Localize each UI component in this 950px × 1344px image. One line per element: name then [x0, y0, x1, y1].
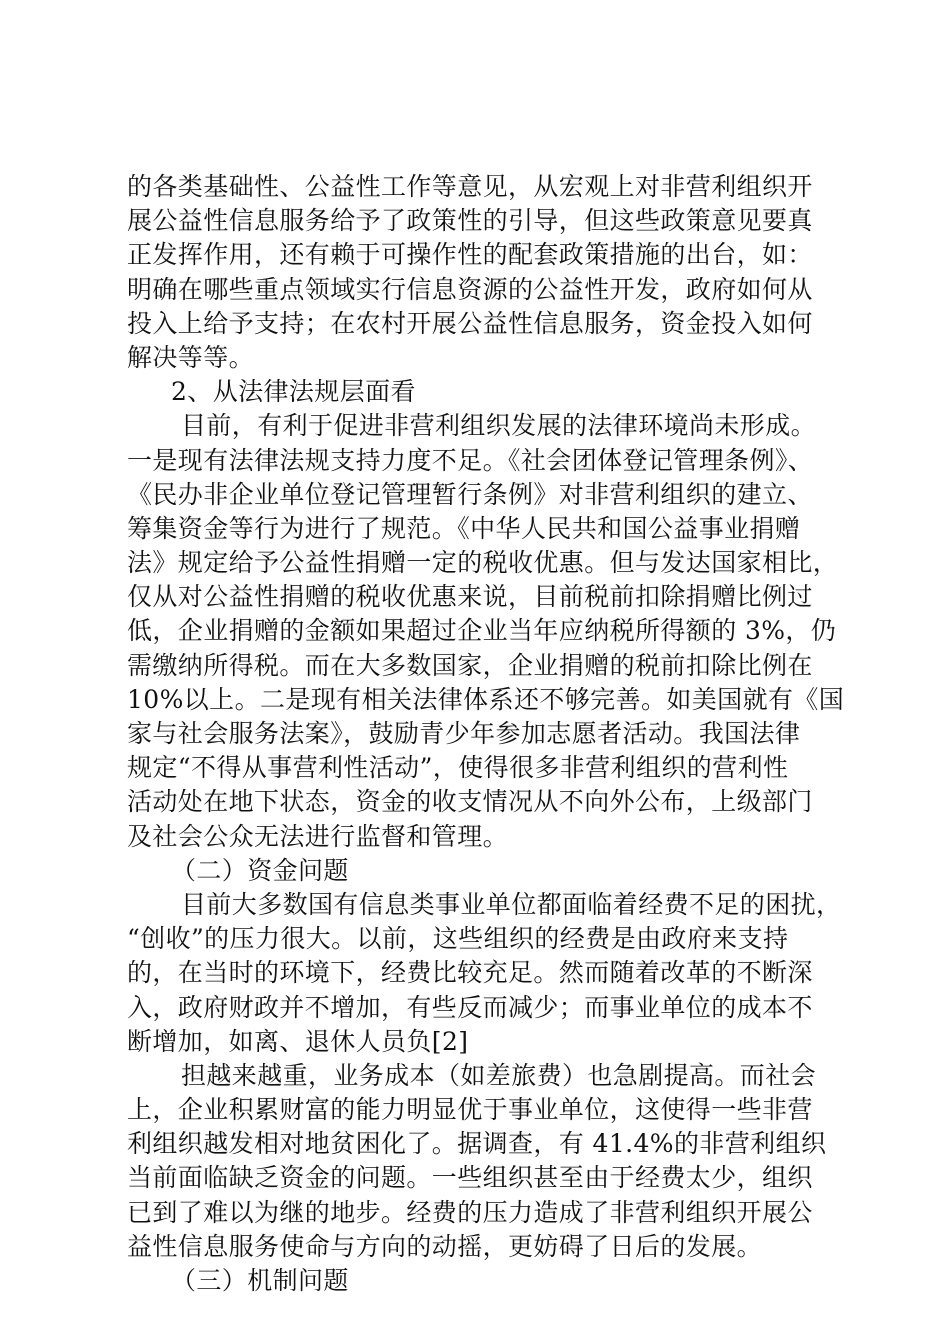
text-line: 低，企业捐赠的金额如果超过企业当年应纳税所得额的 3%，仍: [127, 616, 837, 646]
text-line: 需缴纳所得税。而在大多数国家，企业捐赠的税前扣除比例在: [127, 650, 813, 680]
text-line: 10%以上。二是现有相关法律体系还不够完善。如美国就有《国: [127, 684, 845, 714]
document-body: [127, 170, 845, 1298]
paragraph-start-line: 担越来越重，业务成本（如差旅费）也急剧提高。而社会: [181, 1060, 817, 1090]
text-line: 上，企业积累财富的能力明显优于事业单位，这使得一些非营: [127, 1095, 813, 1125]
text-line: 规定“不得从事营利性活动”，使得很多非营利组织的营利性: [127, 753, 789, 783]
text-line: 家与社会服务法案》，鼓励青少年参加志愿者活动。我国法律: [127, 719, 801, 748]
paragraph-start-line: 目前大多数国有信息类事业单位都面临着经费不足的困扰，: [181, 889, 842, 919]
text-line: 及社会公众无法进行监督和管理。: [127, 821, 509, 851]
text-line: 的各类基础性、公益性工作等意见，从宏观上对非营利组织开: [127, 172, 813, 201]
text-line: 法》规定给予公益性捐赠一定的税收优惠。但与发达国家相比，: [127, 548, 839, 578]
text-line: 已到了难以为继的地步。经费的压力造成了非营利组织开展公: [127, 1197, 813, 1227]
text-line: 活动处在地下状态，资金的收支情况从不向外公布，上级部门: [127, 787, 813, 817]
text-line: 《民办非企业单位登记管理暂行条例》对非营利组织的建立、: [127, 479, 813, 509]
section-heading: （二）资金问题: [171, 855, 349, 885]
text-line: 断增加，如离、退休人员负[2]: [127, 1026, 469, 1056]
section-heading: （三）机制问题: [171, 1266, 349, 1295]
text-line: 当前面临缺乏资金的问题。一些组织甚至由于经费太少，组织: [127, 1163, 813, 1193]
text-line: 解决等等。: [127, 342, 255, 372]
text-line: 益性信息服务使命与方向的动摇，更妨碍了日后的发展。: [127, 1231, 763, 1261]
text-line: “创收”的压力很大。以前，这些组织的经费是由政府来支持: [127, 924, 789, 954]
text-line: 的，在当时的环境下，经费比较充足。然而随着改革的不断深: [127, 958, 813, 988]
text-line: 一是现有法律法规支持力度不足。《社会团体登记管理条例》、: [127, 445, 814, 475]
text-line: 筹集资金等行为进行了规范。《中华人民共和国公益事业捐赠: [127, 513, 801, 543]
text-line: 投入上给予支持；在农村开展公益性信息服务，资金投入如何: [127, 308, 813, 338]
text-line: 仅从对公益性捐赠的税收优惠来说，目前税前扣除捐赠比例过: [127, 582, 813, 612]
text-line: 展公益性信息服务给予了政策性的引导，但这些政策意见要真: [127, 206, 813, 236]
text-line: 明确在哪些重点领域实行信息资源的公益性开发，政府如何从: [127, 274, 813, 304]
text-line: 入，政府财政并不增加，有些反而减少；而事业单位的成本不: [127, 992, 813, 1022]
section-heading: 2、从法律法规层面看: [171, 377, 416, 407]
paragraph-start-line: 目前，有利于促进非营利组织发展的法律环境尚未形成。: [181, 411, 817, 441]
text-line: 利组织越发相对地贫困化了。据调查，有 41.4%的非营利组织: [127, 1129, 827, 1159]
text-line: 正发挥作用，还有赖于可操作性的配套政策措施的出台，如：: [127, 240, 813, 270]
